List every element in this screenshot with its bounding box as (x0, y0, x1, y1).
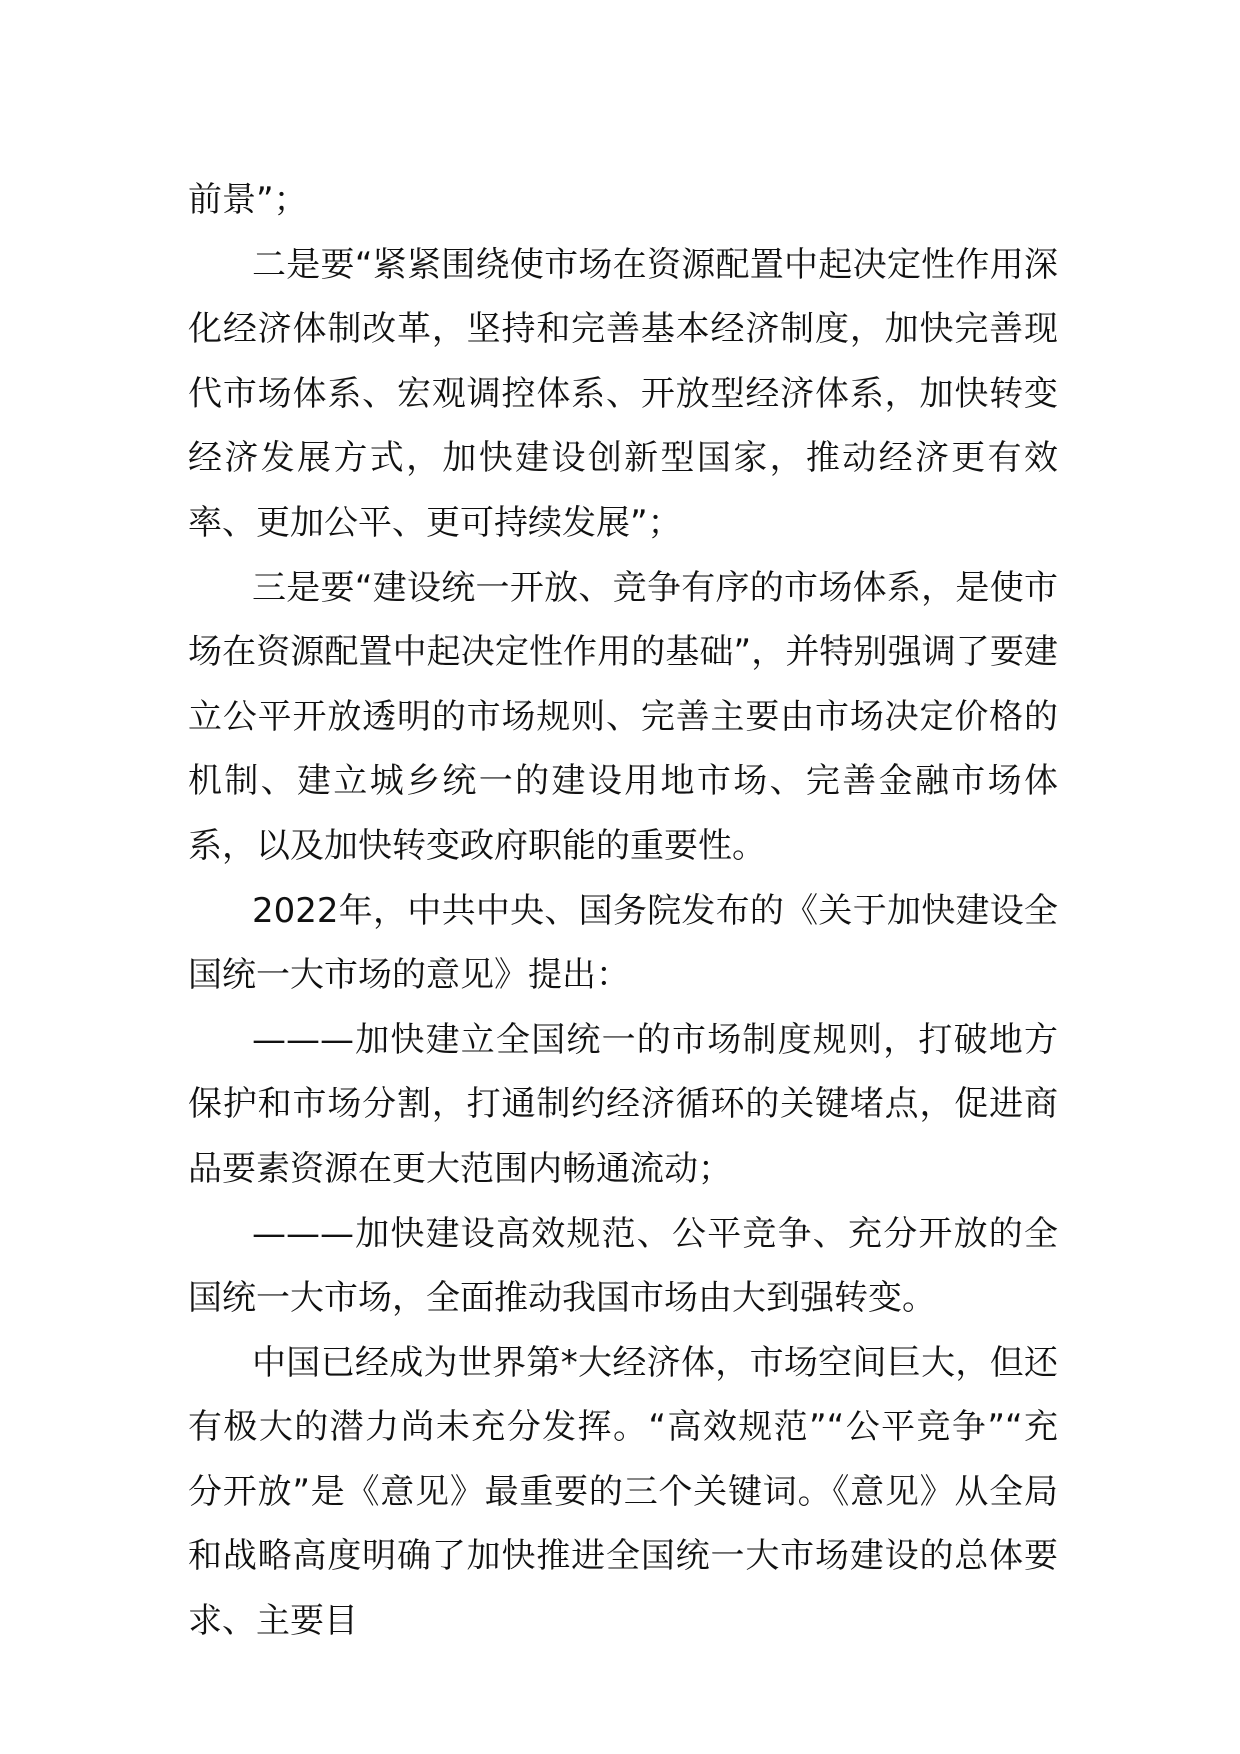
paragraph-2: 二是要“紧紧围绕使市场在资源配置中起决定性作用深化经济体制改革，坚持和完善基本经济制度，加快完善现代市场体系、宏观调控体系、开放型经济体系，加快转变经济发展方式，加快建设创新型国家，推动经济更有效率、更加公平、更可持续发展”； (188, 244, 1058, 543)
paragraph-1: 前景”； (188, 180, 308, 220)
paragraph-7: 中国已经成为世界第*大经济体，市场空间巨大，但还有极大的潜力尚未充分发挥。“高效规范”“公平竞争”“充分开放”是《意见》最重要的三个关键词。《意见》从全局和战略高度明确了加快推进全国统一大市场建设的总体要求、主要目 (188, 1342, 1058, 1642)
paragraph-5: ———加快建立全国统一的市场制度规则，打破地方保护和市场分割，打通制约经济循环的关键堵点，促进商品要素资源在更大范围内畅通流动； (188, 1019, 1058, 1189)
paragraph-4: 2022年，中共中央、国务院发布的《关于加快建设全国统一大市场的意见》提出： (188, 890, 1058, 996)
document-body (188, 168, 1058, 1654)
paragraph-6: ———加快建设高效规范、公平竞争、充分开放的全国统一大市场，全面推动我国市场由大到强转变。 (188, 1213, 1058, 1319)
paragraph-3: 三是要“建设统一开放、竞争有序的市场体系，是使市场在资源配置中起决定性作用的基础”，并特别强调了要建立公平开放透明的市场规则、完善主要由市场决定价格的机制、建立城乡统一的建设用地市场、完善金融市场体系，以及加快转变政府职能的重要性。 (188, 567, 1058, 866)
